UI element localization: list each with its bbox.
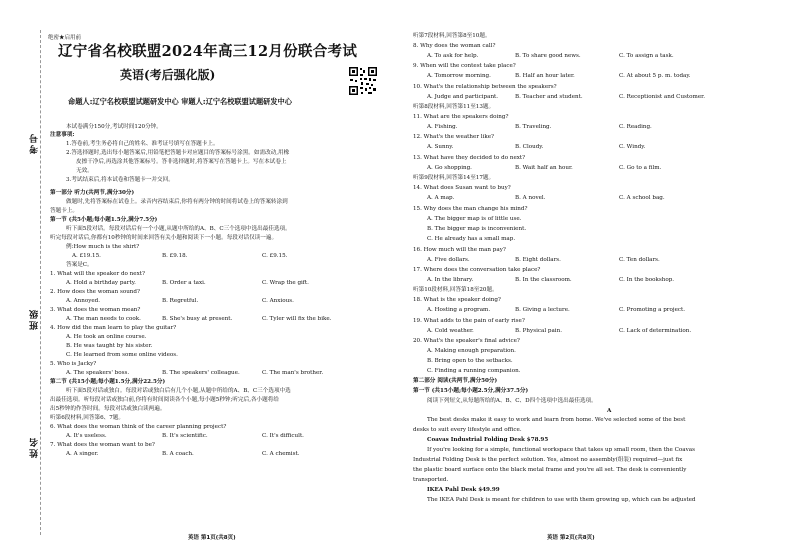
q6-option-b: B. It's scientific. [162,433,208,439]
example-question: 例:How much is the shirt? [66,244,140,250]
part1-sec1-desc-1: 听下面5段对话。每段对话后有一个小题,从题中所给的A、B、C三个选项中选出最佳选项。 [66,226,291,232]
q12-option-b: B. Cloudy. [515,144,544,150]
page-2 [397,0,794,547]
notice-title: 注意事项: [50,132,75,138]
passage-a-p1-line1: The best desks make it easy to work and learn from home. We've selected some of the best [427,417,686,423]
q6-option-a: A. It's useless. [66,433,107,439]
q11-option-b: B. Traveling. [515,124,552,130]
q7-option-c: C. A chemist. [262,451,300,457]
q7-option-a: A. A singer. [66,451,99,457]
q5-option-c: C. The man's brother. [262,370,324,376]
question-7: 7. What does the woman want to be? [50,442,155,448]
question-18: 18. What is the speaker doing? [413,297,501,303]
committee-line: 命题人:辽宁名校联盟试题研发中心 审题人:辽宁名校联盟试题研发中心 [68,97,292,106]
q1-option-b: B. Order a taxi. [162,280,206,286]
part2-desc: 阅读下列短文,从每题所给的A、B、C、D四个选项中选出最佳选项。 [427,398,597,404]
q5-option-a: A. The speakers' boss. [66,370,130,376]
binding-margin [0,0,46,547]
q1-option-c: C. Wrap the gift. [262,280,309,286]
question-12: 12. What's the weather like? [413,134,495,140]
margin-label-kaohao: 考号 [30,132,40,154]
q13-option-a: A. Go shopping. [427,165,472,171]
q10-option-a: A. Judge and participant. [427,94,499,100]
binding-dash-line [40,30,41,535]
q4-option-c: C. He learned from some online videos. [66,352,178,358]
q15-option-b: B. The bigger map is inconvenient. [427,226,527,232]
passage-a-p2-line3: the plastic board surface onto the black metal frame and you're all set. The desk is conveniently [413,467,687,473]
q19-option-c: C. Lack of determination. [619,328,692,334]
question-8: 8. Why does the woman call? [413,43,496,49]
part1-sec2-desc-3: 出5秒钟的作答时间。每段对话或独白读两遍。 [50,406,166,412]
part1-desc-2: 答题卡上。 [50,208,78,214]
q10-option-b: B. Teacher and student. [515,94,583,100]
q1-option-a: A. Hold a birthday party. [66,280,136,286]
margin-label-banji: 班级 [30,308,40,330]
part1-title: 第一部分 听力(共两节,满分30分) [50,190,135,196]
q8-option-b: B. To share good news. [515,53,581,59]
question-19: 19. What adds to the pain of early rise? [413,318,525,324]
q16-option-b: B. Eight dollars. [515,257,561,263]
exam-title: 辽宁省名校联盟2024年高三12月份联合考试 [58,43,358,60]
part1-desc-1: 做题时,先将答案标在试卷上。录音内容结束后,你将有两分钟的时间将试卷上的答案转涂到 [66,199,288,205]
q5-option-b: B. The speakers' colleague. [162,370,240,376]
question-14: 14. What does Susan want to buy? [413,185,511,191]
q9-option-c: C. At about 5 p. m. today. [619,73,691,79]
product-coavas: Coavas Industrial Folding Desk $78.95 [427,437,549,443]
question-17: 17. Where does the conversation take place? [413,267,541,273]
q8-option-c: C. To assign a task. [619,53,674,59]
q7-option-b: B. A coach. [162,451,194,457]
q12-option-a: A. Sunny. [427,144,454,150]
q11-option-c: C. Reading. [619,124,652,130]
question-15: 15. Why does the man change his mind? [413,206,528,212]
q2-option-c: C. Anxious. [262,298,294,304]
question-10: 10. What's the relationship between the speakers? [413,84,557,90]
q16-option-c: C. Ten dollars. [619,257,660,263]
q4-option-b: B. He was taught by his sister. [66,343,153,349]
example-option-b: B. £9.18. [162,253,188,259]
part1-sec2-desc-1: 听下面5段对话或独白。每段对话或独白后有几个小题,从题中所给的A、B、C三个选项中选 [66,388,291,394]
q3-option-c: C. Tyler will fix the bike. [262,316,332,322]
example-option-a: A. £19.15. [72,253,101,259]
part1-sec1-title: 第一节 (共5小题;每小题1.5分,满分7.5分) [50,217,158,223]
q12-option-c: C. Windy. [619,144,646,150]
q3-option-a: A. The man needs to cook. [66,316,141,322]
q13-option-c: C. Go to a film. [619,165,662,171]
exam-subtitle: 英语(考后强化版) [120,68,216,82]
passage-a-p1-line2: desks to suit every lifestyle and office. [413,427,522,433]
part1-sec2-title: 第二节 (共15小题;每小题1.5分,满分22.5分) [50,379,166,385]
question-13: 13. What have they decided to do next? [413,155,526,161]
page-footer-1: 英语 第1页(共8页) [188,535,236,541]
passage-a-p3-line1: The IKEA Pahl Desk is meant for children to use with them growing up, which can be adjusted [427,497,696,503]
q15-option-a: A. The bigger map is of little use. [427,216,522,222]
q18-option-b: B. Giving a lecture. [515,307,570,313]
question-1: 1. What will the speaker do next? [50,271,145,277]
question-9: 9. When will the contest take place? [413,63,516,69]
margin-label-xingming: 姓名 [30,436,40,458]
question-20: 20. What's the speaker's final advice? [413,338,520,344]
question-16: 16. How much will the man pay? [413,247,506,253]
q18-option-a: A. Hosting a program. [427,307,491,313]
material-7-note: 听第7段材料,回答第8至10题。 [413,33,491,39]
part2-title: 第二部分 阅读(共两节,满分50分) [413,378,498,384]
question-6: 6. What does the woman think of the career planning project? [50,424,227,430]
notice-2a: 2.答选择题时,选出每小题答案后,用铅笔把答题卡对应题目的答案标号涂黑。如需改动,用橡 [66,150,290,156]
q17-option-c: C. In the bookshop. [619,277,675,283]
notice-1: 1.答卷前,考生务必将自己的姓名、准考证号填写在答题卡上。 [66,141,219,147]
q9-option-a: A. Tomorrow morning. [427,73,491,79]
example-option-c: C. £9.15. [262,253,288,259]
passage-a-p2-line4: transported. [413,477,449,483]
question-4: 4. How did the man learn to play the guitar? [50,325,177,331]
q14-option-a: A. A map. [427,195,455,201]
q10-option-c: C. Receptionist and Customer. [619,94,705,100]
q20-option-c: C. Finding a running companion. [427,368,521,374]
q19-option-b: B. Physical pain. [515,328,562,334]
product-ikea: IKEA Pahl Desk $49.99 [427,487,500,493]
material-9-note: 听第9段材料,回答第14至17题。 [413,175,495,181]
question-11: 11. What are the speakers doing? [413,114,509,120]
q2-option-b: B. Regretful. [162,298,199,304]
q3-option-b: B. She's busy at present. [162,316,233,322]
notice-3: 3.考试结束后,将本试卷和答题卡一并交回。 [66,177,174,183]
passage-a-p2-line1: If you're looking for a simple, functional workspace that takes up small room, then the Coavas [427,447,695,453]
q11-option-a: A. Fishing. [427,124,458,130]
qr-code-icon [348,66,378,96]
q17-option-b: B. In the classroom. [515,277,572,283]
part2-sec1-title: 第一节 (共15小题;每小题2.5分,满分37.5分) [413,388,529,394]
q17-option-a: A. In the library. [427,277,474,283]
q19-option-a: A. Cold weather. [427,328,474,334]
part1-sec1-desc-2: 听完每段对话后,你都有10秒钟的时间来回答有关小题和阅读下一小题。每段对话仅读一遍。 [50,235,278,241]
q14-option-b: B. A novel. [515,195,546,201]
question-5: 5. Who is Jacky? [50,361,97,367]
q4-option-a: A. He took an online course. [66,334,147,340]
example-answer: 答案是C。 [66,262,93,268]
intro-line: 本试卷满分150分,考试时间120分钟。 [66,124,162,130]
q20-option-a: A. Making enough preparation. [427,348,516,354]
q20-option-b: B. Bring open to the setbacks. [427,358,513,364]
q2-option-a: A. Annoyed. [66,298,101,304]
part1-sec2-desc-2: 出最佳选项。听每段对话或独白前,你将有时间阅读各个小题,每小题5秒钟;听完后,各小题将给 [50,397,279,403]
q18-option-c: C. Promoting a project. [619,307,686,313]
q8-option-a: A. To ask for help. [427,53,479,59]
q9-option-b: B. Half an hour later. [515,73,575,79]
passage-a-p2-line2: Industrial Folding Desk is the perfect solution. Yes, almost no assembly(组装) required—just fix [413,457,683,463]
q6-option-c: C. It's difficult. [262,433,304,439]
q14-option-c: C. A school bag. [619,195,665,201]
passage-a-letter: A [607,408,612,414]
q15-option-c: C. He already has a small map. [427,236,516,242]
secret-mark: 绝密★启用前 [48,35,82,41]
question-3: 3. What does the woman mean? [50,307,141,313]
material-6-note: 听第6段材料,回答第6、7题。 [50,415,124,421]
question-2: 2. How does the woman sound? [50,289,140,295]
material-8-note: 听第8段材料,回答第11至13题。 [413,104,495,110]
page-footer-2: 英语 第2页(共8页) [547,535,595,541]
q16-option-a: A. Five dollars. [427,257,470,263]
material-10-note: 听第10段材料,回答第18至20题。 [413,287,498,293]
q13-option-b: B. Wait half an hour. [515,165,573,171]
notice-2b: 皮擦干净后,再选涂其他答案标号。答非选择题时,将答案写在答题卡上。写在本试卷上 [76,159,287,165]
notice-2c: 无效。 [76,168,93,174]
